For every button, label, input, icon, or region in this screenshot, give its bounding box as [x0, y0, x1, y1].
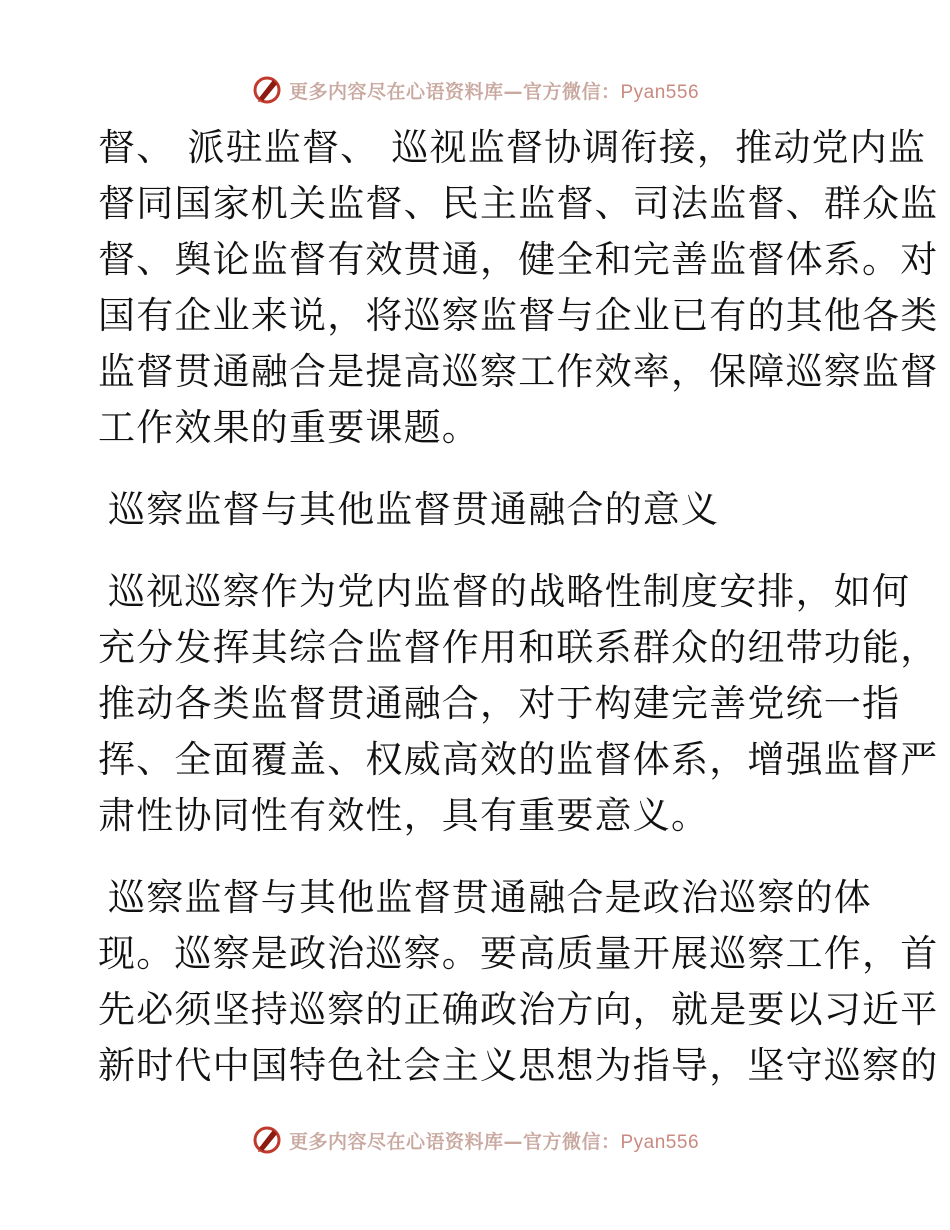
text-line: 巡视巡察作为党内监督的战略性制度安排，如何 [108, 570, 911, 613]
text-line: 推动各类监督贯通融合，对于构建完善党统一指 [98, 682, 901, 725]
text-line: 督、 派驻监督、 巡视监督协调衔接，推动党内监 [98, 126, 927, 169]
text-line: 先必须坚持巡察的正确政治方向，就是要以习近平 [98, 988, 939, 1031]
text-line: 现。巡察是政治巡察。要高质量开展巡察工作，首 [98, 932, 939, 975]
text-line: 充分发挥其综合监督作用和联系群众的纽带功能， [98, 626, 939, 669]
wechat-id: Pyan556 [620, 81, 700, 103]
pen-circle-logo-icon [251, 1124, 283, 1156]
paragraph-1 [98, 120, 939, 456]
text-line: 国有企业来说，将巡察监督与企业已有的其他各类 [98, 294, 939, 337]
footer-watermark-banner [0, 1120, 950, 1160]
text-line: 督、舆论监督有效贯通，健全和完善监督体系。对 [98, 238, 939, 281]
wechat-id: Pyan556 [620, 1131, 700, 1153]
text-line: 督同国家机关监督、民主监督、司法监督、群众监 [98, 182, 939, 225]
text-line: 新时代中国特色社会主义思想为指导，坚守巡察的 [98, 1044, 939, 1087]
banner-text: 更多内容尽在心语资料库—官方微信：Pyan556 [288, 1130, 700, 1153]
banner-text: 更多内容尽在心语资料库—官方微信：Pyan556 [288, 80, 700, 103]
text-line: 监督贯通融合是提高巡察工作效率，保障巡察监督 [98, 350, 939, 393]
paragraph-3 [98, 870, 939, 1094]
text-line: 挥、全面覆盖、权威高效的监督体系，增强监督严 [98, 738, 939, 781]
section-heading [98, 482, 858, 538]
document-body [98, 120, 939, 1094]
text-line: 工作效果的重要课题。 [98, 406, 480, 449]
paragraph-2 [98, 564, 939, 844]
text-line: 巡察监督与其他监督贯通融合是政治巡察的体 [108, 876, 872, 919]
pen-circle-logo-icon [251, 74, 283, 106]
header-watermark-banner [0, 70, 950, 110]
text-line: 肃性协同性有效性，具有重要意义。 [98, 794, 710, 837]
heading-line: 巡察监督与其他监督贯通融合的意义 [108, 488, 720, 531]
